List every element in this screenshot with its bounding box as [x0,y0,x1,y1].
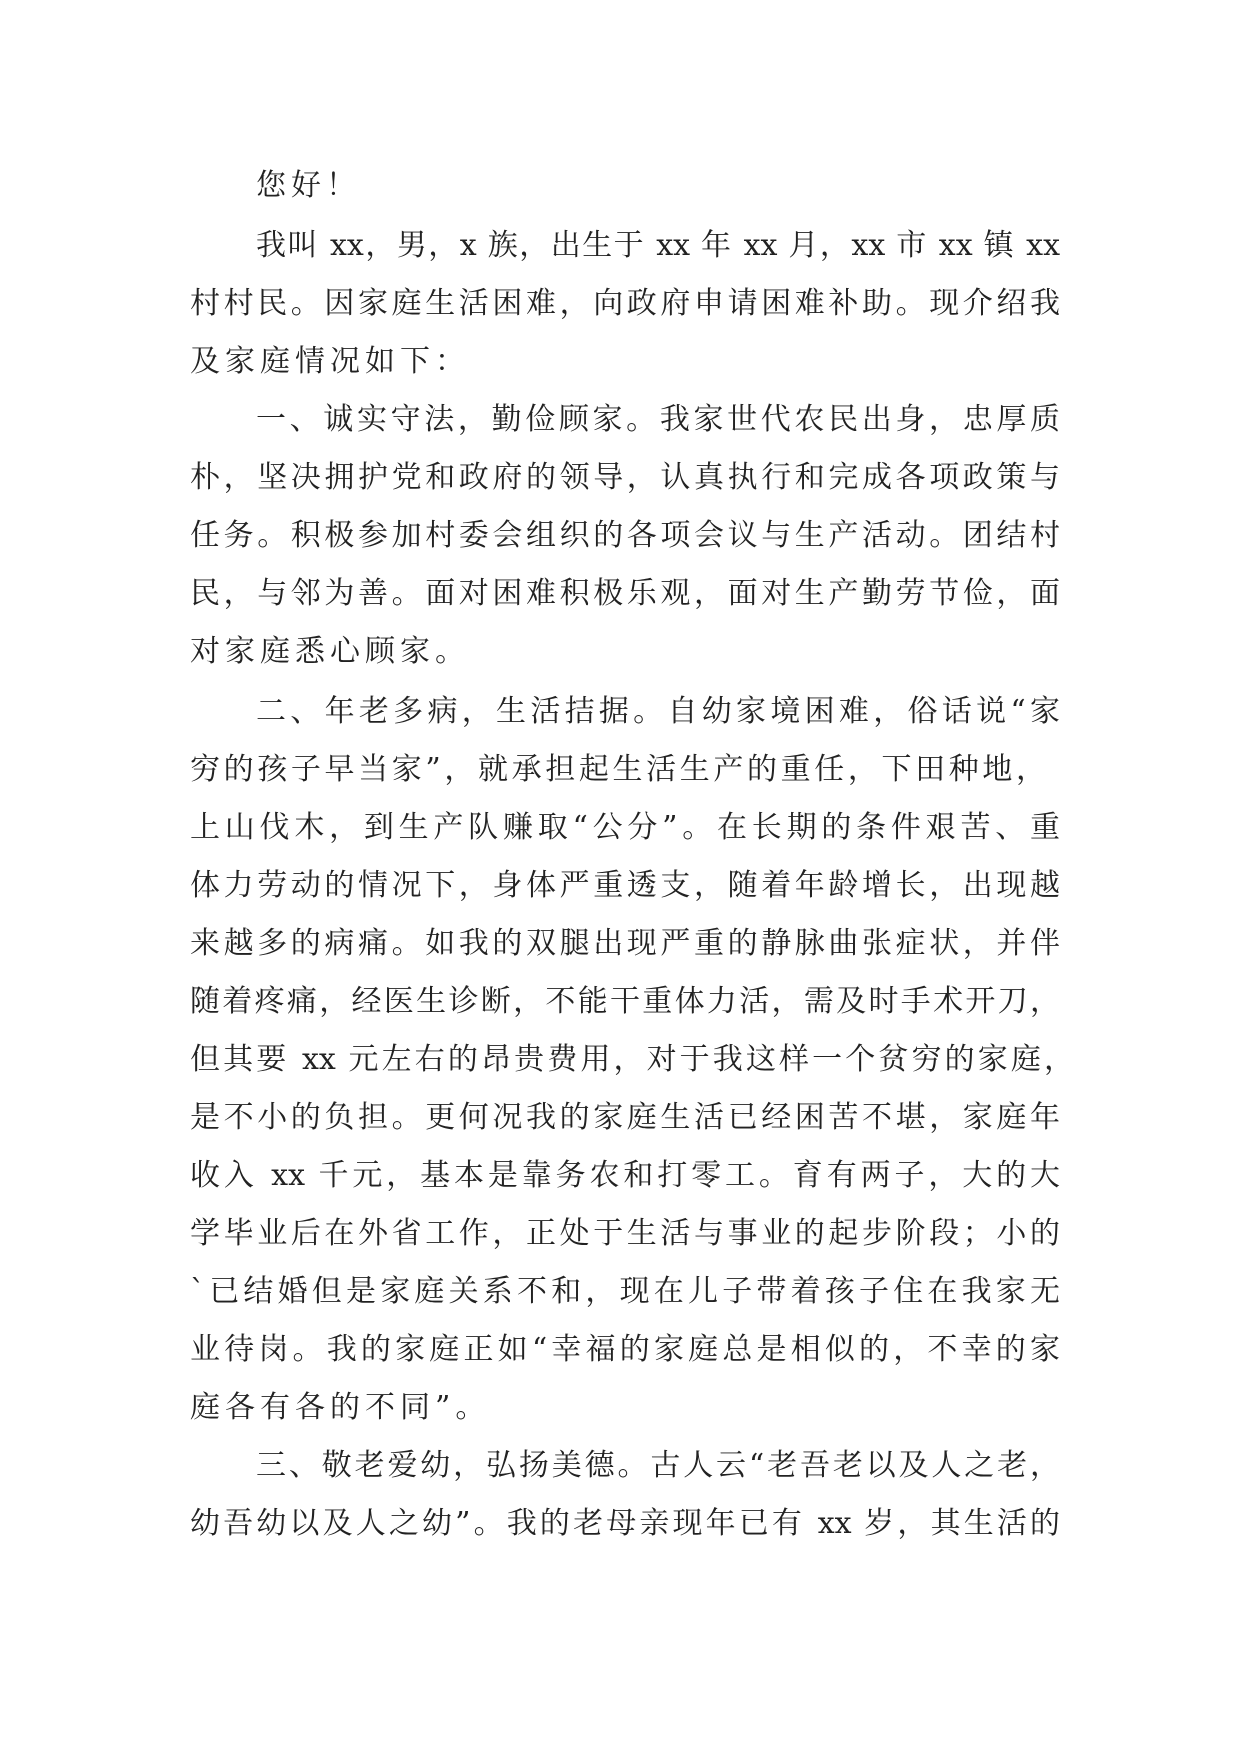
greeting-line: 您好！ [256,168,361,203]
paragraph-line: 来越多的病痛。如我的双腿出现严重的静脉曲张症状，并伴 [190,926,1060,961]
paragraph-line: 庭各有各的不同”。 [190,1390,491,1425]
paragraph-line: 我叫 xx，男，x 族，出生于 xx 年 xx 月，xx 市 xx 镇 xx [256,228,1060,263]
paragraph-line: 收入 xx 千元，基本是靠务农和打零工。育有两子，大的大 [190,1158,1060,1193]
paragraph-line: 及家庭情况如下： [190,344,470,379]
paragraph-line: 村村民。因家庭生活困难，向政府申请困难补助。现介绍我 [190,286,1060,321]
paragraph-line: 三、敬老爱幼，弘扬美德。古人云“老吾老以及人之老， [256,1448,1060,1483]
paragraph-line: 二、年老多病，生活拮据。自幼家境困难，俗话说“家 [256,694,1060,729]
paragraph-line: 一、诚实守法，勤俭顾家。我家世代农民出身，忠厚质 [256,402,1060,437]
paragraph-line: 随着疼痛，经医生诊断，不能干重体力活，需及时手术开刀， [190,984,1060,1019]
paragraph-line: 任务。积极参加村委会组织的各项会议与生产活动。团结村 [190,518,1060,553]
paragraph-line: 幼吾幼以及人之幼”。我的老母亲现年已有 xx 岁，其生活的 [190,1506,1060,1541]
paragraph-line: 是不小的负担。更何况我的家庭生活已经困苦不堪，家庭年 [190,1100,1060,1135]
paragraph-line: 朴，坚决拥护党和政府的领导，认真执行和完成各项政策与 [190,460,1060,495]
paragraph-line: 民，与邻为善。面对困难积极乐观，面对生产勤劳节俭，面 [190,576,1060,611]
paragraph-line: `已结婚但是家庭关系不和，现在儿子带着孩子住在我家无 [190,1274,1060,1309]
paragraph-line: 对家庭悉心顾家。 [190,634,470,669]
paragraph-line: 学毕业后在外省工作，正处于生活与事业的起步阶段；小的 [190,1216,1060,1251]
paragraph-line: 穷的孩子早当家”，就承担起生活生产的重任，下田种地， [190,752,1046,787]
paragraph-line: 业待岗。我的家庭正如“幸福的家庭总是相似的，不幸的家 [190,1332,1060,1367]
paragraph-line: 但其要 xx 元左右的昂贵费用，对于我这样一个贫穷的家庭， [190,1042,1074,1077]
paragraph-line: 体力劳动的情况下，身体严重透支，随着年龄增长，出现越 [190,868,1060,903]
paragraph-line: 上山伐木，到生产队赚取“公分”。在长期的条件艰苦、重 [190,810,1060,845]
